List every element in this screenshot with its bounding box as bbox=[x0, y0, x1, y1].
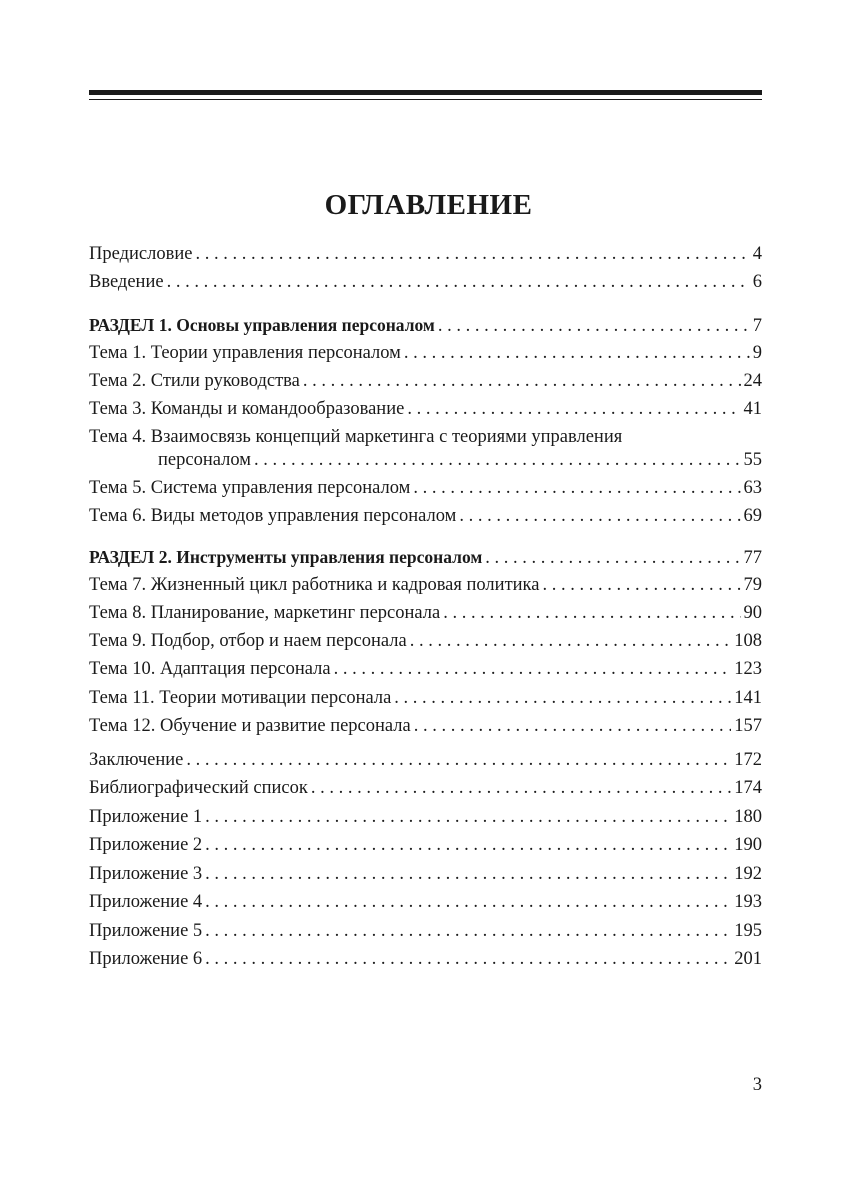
toc-dot-leader bbox=[414, 712, 732, 740]
toc-section-title: РАЗДЕЛ 1. Основы управления персоналом bbox=[89, 315, 435, 335]
toc-entry[interactable] bbox=[89, 502, 762, 530]
toc-dot-leader bbox=[443, 599, 740, 627]
toc-dot-leader bbox=[407, 395, 740, 423]
toc-entry[interactable] bbox=[89, 945, 762, 973]
toc-dot-leader bbox=[438, 312, 750, 340]
toc-dot-leader bbox=[186, 746, 731, 774]
toc-entry-title: Приложение 4 bbox=[89, 892, 203, 912]
toc-entry[interactable] bbox=[89, 684, 762, 712]
toc-dot-leader bbox=[394, 684, 731, 712]
toc-entry-title: Тема 3. Команды и командообразование bbox=[89, 399, 405, 419]
toc-dot-leader bbox=[205, 831, 731, 859]
toc-dot-leader bbox=[334, 655, 732, 683]
toc-dot-leader bbox=[205, 917, 731, 945]
toc-entry-title: Тема 7. Жизненный цикл работника и кадровая политика bbox=[89, 575, 540, 595]
toc-dot-leader bbox=[413, 474, 740, 502]
toc-dot-leader bbox=[254, 446, 741, 474]
toc-entry-title: Тема 9. Подбор, отбор и наем персонала bbox=[89, 631, 407, 651]
toc-entry-title: Библиографический список bbox=[89, 778, 308, 798]
toc-entry-title: Тема 5. Система управления персоналом bbox=[89, 478, 411, 498]
toc-entry-title-first-line[interactable]: Тема 4. Взаимосвязь концепций маркетинга с теориями управления bbox=[89, 427, 623, 447]
toc-entry-page: 195 bbox=[734, 921, 762, 941]
toc-entry[interactable] bbox=[89, 599, 762, 627]
toc-entry-page: 79 bbox=[743, 575, 762, 595]
toc-dot-leader bbox=[459, 502, 740, 530]
toc-entry-title: Приложение 3 bbox=[89, 864, 203, 884]
toc-dot-leader bbox=[167, 268, 750, 296]
toc-entry[interactable] bbox=[89, 268, 762, 296]
toc-entry[interactable] bbox=[89, 831, 762, 859]
toc-dot-leader bbox=[205, 888, 731, 916]
toc-dot-leader bbox=[410, 627, 732, 655]
toc-entry[interactable] bbox=[89, 712, 762, 740]
toc-entry-page: 108 bbox=[734, 631, 762, 651]
toc-entry-page: 6 bbox=[752, 272, 762, 292]
toc-entry[interactable] bbox=[89, 746, 762, 774]
toc-dot-leader bbox=[205, 860, 731, 888]
toc-entry-page: 55 bbox=[743, 450, 762, 470]
toc-entry[interactable] bbox=[89, 395, 762, 423]
toc-entry[interactable] bbox=[89, 888, 762, 916]
toc-entry-title: Приложение 2 bbox=[89, 835, 203, 855]
toc-entry-page: 7 bbox=[752, 316, 762, 336]
toc-entry-page: 190 bbox=[734, 835, 762, 855]
toc-dot-leader bbox=[195, 240, 749, 268]
toc-entry-page: 157 bbox=[734, 716, 762, 736]
toc-entry-page: 9 bbox=[752, 343, 762, 363]
toc-entry[interactable] bbox=[89, 774, 762, 802]
toc-entry-title: Введение bbox=[89, 272, 164, 292]
toc-entry-title: Тема 11. Теории мотивации персонала bbox=[89, 688, 392, 708]
toc-entry-page: 77 bbox=[743, 548, 762, 568]
toc-entry-title: Тема 12. Обучение и развитие персонала bbox=[89, 716, 411, 736]
toc-entry-page: 192 bbox=[734, 864, 762, 884]
toc-dot-leader bbox=[303, 367, 741, 395]
toc-entry-page: 201 bbox=[734, 949, 762, 969]
toc-entry-title: Тема 8. Планирование, маркетинг персонала bbox=[89, 603, 441, 623]
toc-entry-title: Приложение 1 bbox=[89, 807, 203, 827]
toc-entry-title: Заключение bbox=[89, 750, 184, 770]
toc-dot-leader bbox=[485, 544, 740, 572]
toc-entry[interactable] bbox=[158, 446, 762, 474]
toc-entry[interactable] bbox=[89, 860, 762, 888]
toc-section-entry[interactable] bbox=[89, 543, 762, 571]
toc-entry-title: Приложение 6 bbox=[89, 949, 203, 969]
toc-entry-page: 123 bbox=[734, 659, 762, 679]
toc-entry-title: Тема 10. Адаптация персонала bbox=[89, 659, 331, 679]
toc-entry[interactable] bbox=[89, 240, 762, 268]
toc-entry[interactable] bbox=[89, 917, 762, 945]
toc-dot-leader bbox=[205, 945, 731, 973]
toc-entry[interactable] bbox=[89, 339, 762, 367]
page-number: 3 bbox=[752, 1075, 762, 1095]
toc-entry[interactable] bbox=[89, 655, 762, 683]
toc-entry-title: Тема 1. Теории управления персоналом bbox=[89, 343, 401, 363]
toc-section-title: РАЗДЕЛ 2. Инструменты управления персоналом bbox=[89, 547, 483, 567]
toc-entry-page: 172 bbox=[734, 750, 762, 770]
page-title: ОГЛАВЛЕНИЕ bbox=[324, 189, 533, 221]
toc-entry-page: 174 bbox=[734, 778, 762, 798]
toc-entry-title: Приложение 5 bbox=[89, 921, 203, 941]
toc-entry[interactable] bbox=[89, 571, 762, 599]
toc-entry[interactable] bbox=[89, 627, 762, 655]
toc-dot-leader bbox=[311, 774, 731, 802]
toc-entry-title: Тема 6. Виды методов управления персоналом bbox=[89, 506, 457, 526]
toc-entry-page: 90 bbox=[743, 603, 762, 623]
toc-entry-page: 4 bbox=[752, 244, 762, 264]
toc-entry-title-continuation: персоналом bbox=[158, 450, 251, 470]
toc-dot-leader bbox=[205, 803, 731, 831]
toc-entry-page: 180 bbox=[734, 807, 762, 827]
toc-entry[interactable] bbox=[89, 474, 762, 502]
toc-entry[interactable] bbox=[89, 803, 762, 831]
table-of-contents bbox=[89, 0, 762, 1182]
toc-entry-page: 69 bbox=[743, 506, 762, 526]
toc-entry-title: Тема 2. Стили руководства bbox=[89, 371, 300, 391]
toc-entry-page: 24 bbox=[743, 371, 762, 391]
toc-entry-title: Предисловие bbox=[89, 244, 193, 264]
toc-entry-page: 41 bbox=[743, 399, 762, 419]
toc-entry[interactable] bbox=[89, 367, 762, 395]
toc-entry-page: 141 bbox=[734, 688, 762, 708]
toc-section-entry[interactable] bbox=[89, 311, 762, 339]
toc-dot-leader bbox=[542, 571, 740, 599]
toc-dot-leader bbox=[404, 339, 750, 367]
toc-entry-page: 63 bbox=[743, 478, 762, 498]
toc-entry-page: 193 bbox=[734, 892, 762, 912]
